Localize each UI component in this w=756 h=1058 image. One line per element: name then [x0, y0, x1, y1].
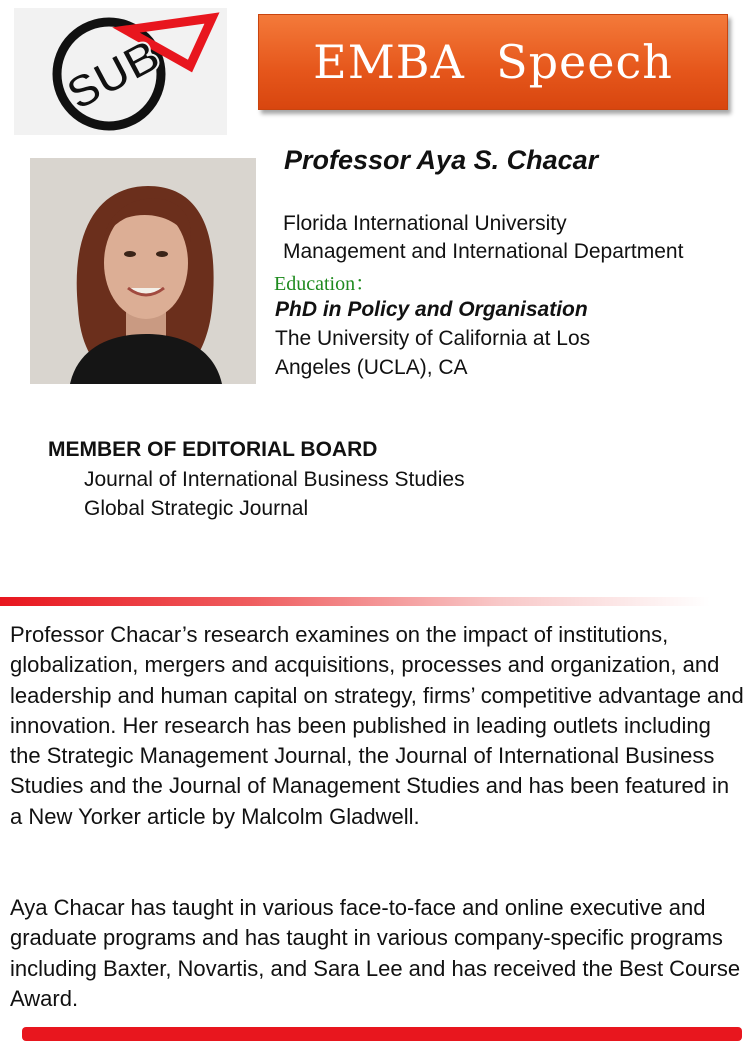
sub-logo-icon: [14, 8, 227, 135]
bio-paragraph-research: Professor Chacar’s research examines on the impact of institutions, globalization, mergers and acquisitions, processes and organization, and leadership and human capital on strategy, firms’ competitive advantage and innovation. Her research has been published in leading outlets including the Strategic Management Journal, the Journal of International Business Studies and the Journal of Management Studies and has been featured in a New Yorker article by Malcolm Gladwell.: [10, 622, 744, 829]
person-portrait-icon: [30, 158, 256, 384]
sub-logo: [14, 8, 227, 135]
section-divider: [0, 597, 710, 606]
affiliation-department: Management and International Department: [283, 240, 684, 263]
education-label: Education：: [274, 273, 376, 295]
title-banner: [258, 14, 728, 110]
logo-text: SUB: [57, 28, 169, 120]
journal-item: Global Strategic Journal: [84, 497, 309, 520]
degree: PhD in Policy and Organisation: [275, 298, 588, 321]
school-line-2: Angeles (UCLA), CA: [275, 356, 468, 379]
professor-name: Professor Aya S. Chacar: [284, 145, 599, 175]
editorial-board-heading: MEMBER OF EDITORIAL BOARD: [48, 438, 378, 461]
bio-paragraph-teaching: Aya Chacar has taught in various face-to-face and online executive and graduate programs and has taught in various company-specific programs including Baxter, Novartis, and Sara Lee and has received the Best Course Award.: [10, 895, 741, 1011]
school-line-1: The University of California at Los: [275, 327, 591, 350]
footer-bar: [22, 1027, 742, 1041]
journal-item: Journal of International Business Studies: [84, 468, 465, 491]
professor-portrait: [30, 158, 256, 384]
affiliation-university: Florida International University: [283, 212, 567, 235]
page-title: EMBA Speech: [313, 35, 673, 89]
